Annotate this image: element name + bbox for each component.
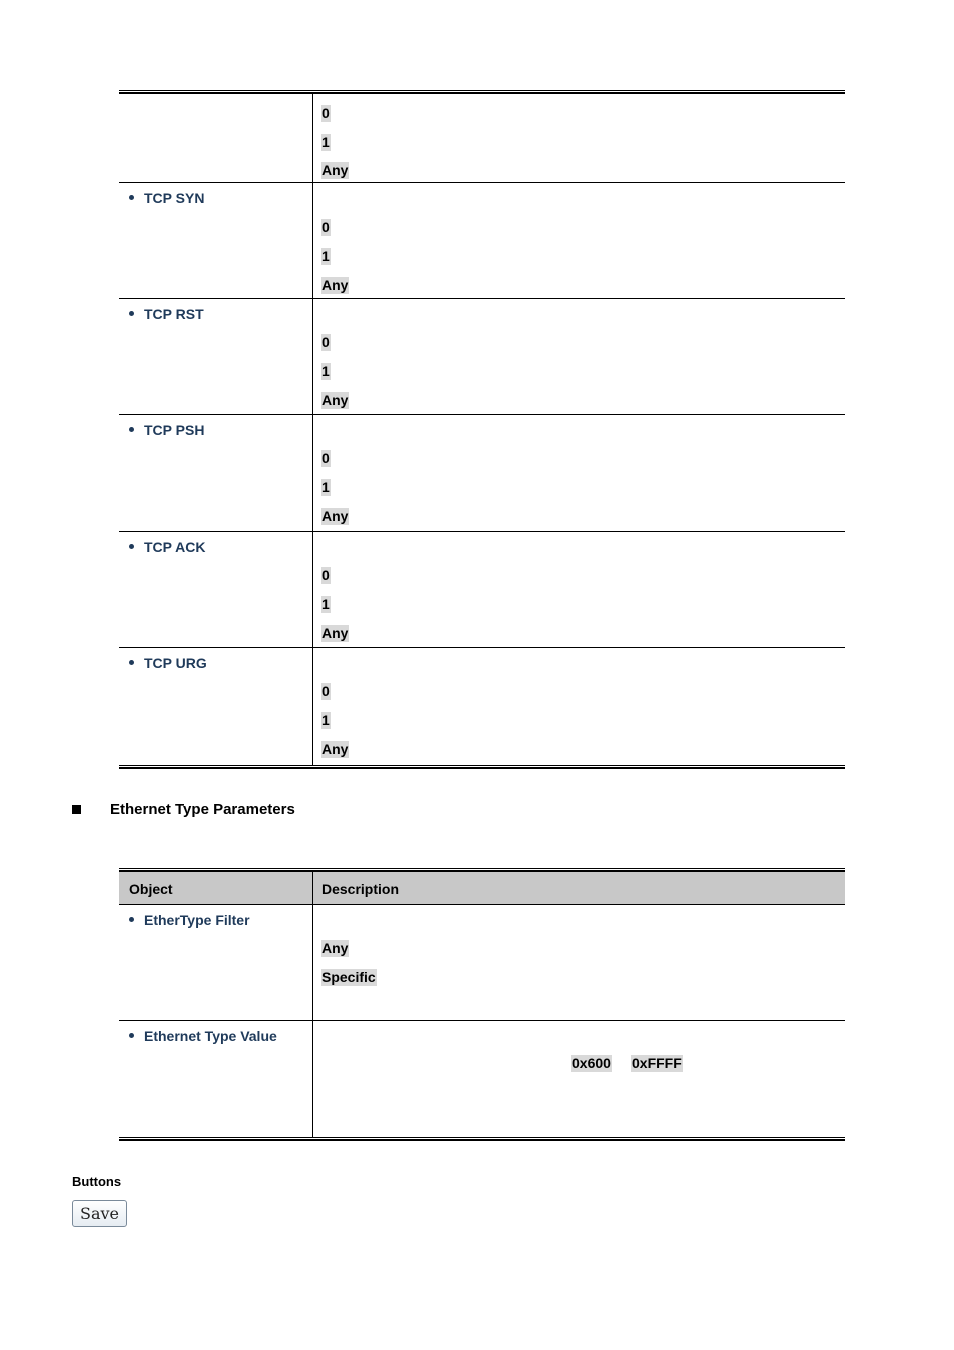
tcp-flags-table	[119, 90, 845, 769]
value-1: 1	[322, 134, 330, 150]
table-bottom-rule	[119, 1137, 845, 1141]
bullet-icon	[129, 195, 134, 200]
value-1: 1	[322, 479, 330, 495]
value-any: Any	[322, 741, 349, 757]
table-row	[119, 648, 845, 765]
table-row	[119, 415, 845, 532]
value-1: 1	[322, 712, 330, 728]
table-row	[119, 94, 845, 183]
table-row	[119, 1021, 845, 1137]
value-1: 1	[322, 248, 330, 264]
object-label: TCP SYN	[129, 190, 204, 206]
bullet-icon	[129, 660, 134, 665]
value-any: Any	[322, 508, 349, 524]
value-any: Any	[322, 277, 349, 293]
bullet-icon	[129, 544, 134, 549]
buttons-title: Buttons	[72, 1174, 122, 1189]
value-any: Any	[322, 625, 349, 641]
value-any: Any	[322, 940, 349, 956]
save-button[interactable]: Save	[72, 1200, 127, 1227]
value-0: 0	[322, 567, 330, 583]
range-min-value: 0x600	[572, 1055, 611, 1071]
table-row	[119, 299, 845, 415]
value-any: Any	[322, 392, 349, 408]
ethernet-type-table	[119, 868, 845, 1141]
object-label: TCP ACK	[129, 539, 205, 555]
object-label: TCP PSH	[129, 422, 204, 438]
square-bullet-icon	[72, 805, 81, 814]
value-0: 0	[322, 450, 330, 466]
value-1: 1	[322, 363, 330, 379]
object-label: TCP URG	[129, 655, 207, 671]
table-row	[119, 183, 845, 299]
bullet-icon	[129, 311, 134, 316]
value-any: Any	[322, 162, 349, 178]
object-label: TCP RST	[129, 306, 204, 322]
value-0: 0	[322, 105, 330, 121]
header-description: Description	[322, 881, 400, 897]
bullet-icon	[129, 427, 134, 432]
bullet-icon	[129, 917, 134, 922]
value-0: 0	[322, 683, 330, 699]
value-specific: Specific	[322, 969, 376, 985]
table-row	[119, 532, 845, 648]
table-bottom-rule	[119, 765, 845, 769]
table-header	[119, 872, 845, 905]
bullet-icon	[129, 1033, 134, 1038]
table-row	[119, 905, 845, 1021]
section-heading	[72, 801, 295, 818]
value-0: 0	[322, 334, 330, 350]
object-label: Ethernet Type Value	[129, 1028, 277, 1044]
value-1: 1	[322, 596, 330, 612]
header-object: Object	[129, 881, 173, 897]
value-0: 0	[322, 219, 330, 235]
section-title: Ethernet Type Parameters	[110, 801, 295, 818]
object-label: EtherType Filter	[129, 912, 250, 928]
range-max-value: 0xFFFF	[632, 1055, 682, 1071]
